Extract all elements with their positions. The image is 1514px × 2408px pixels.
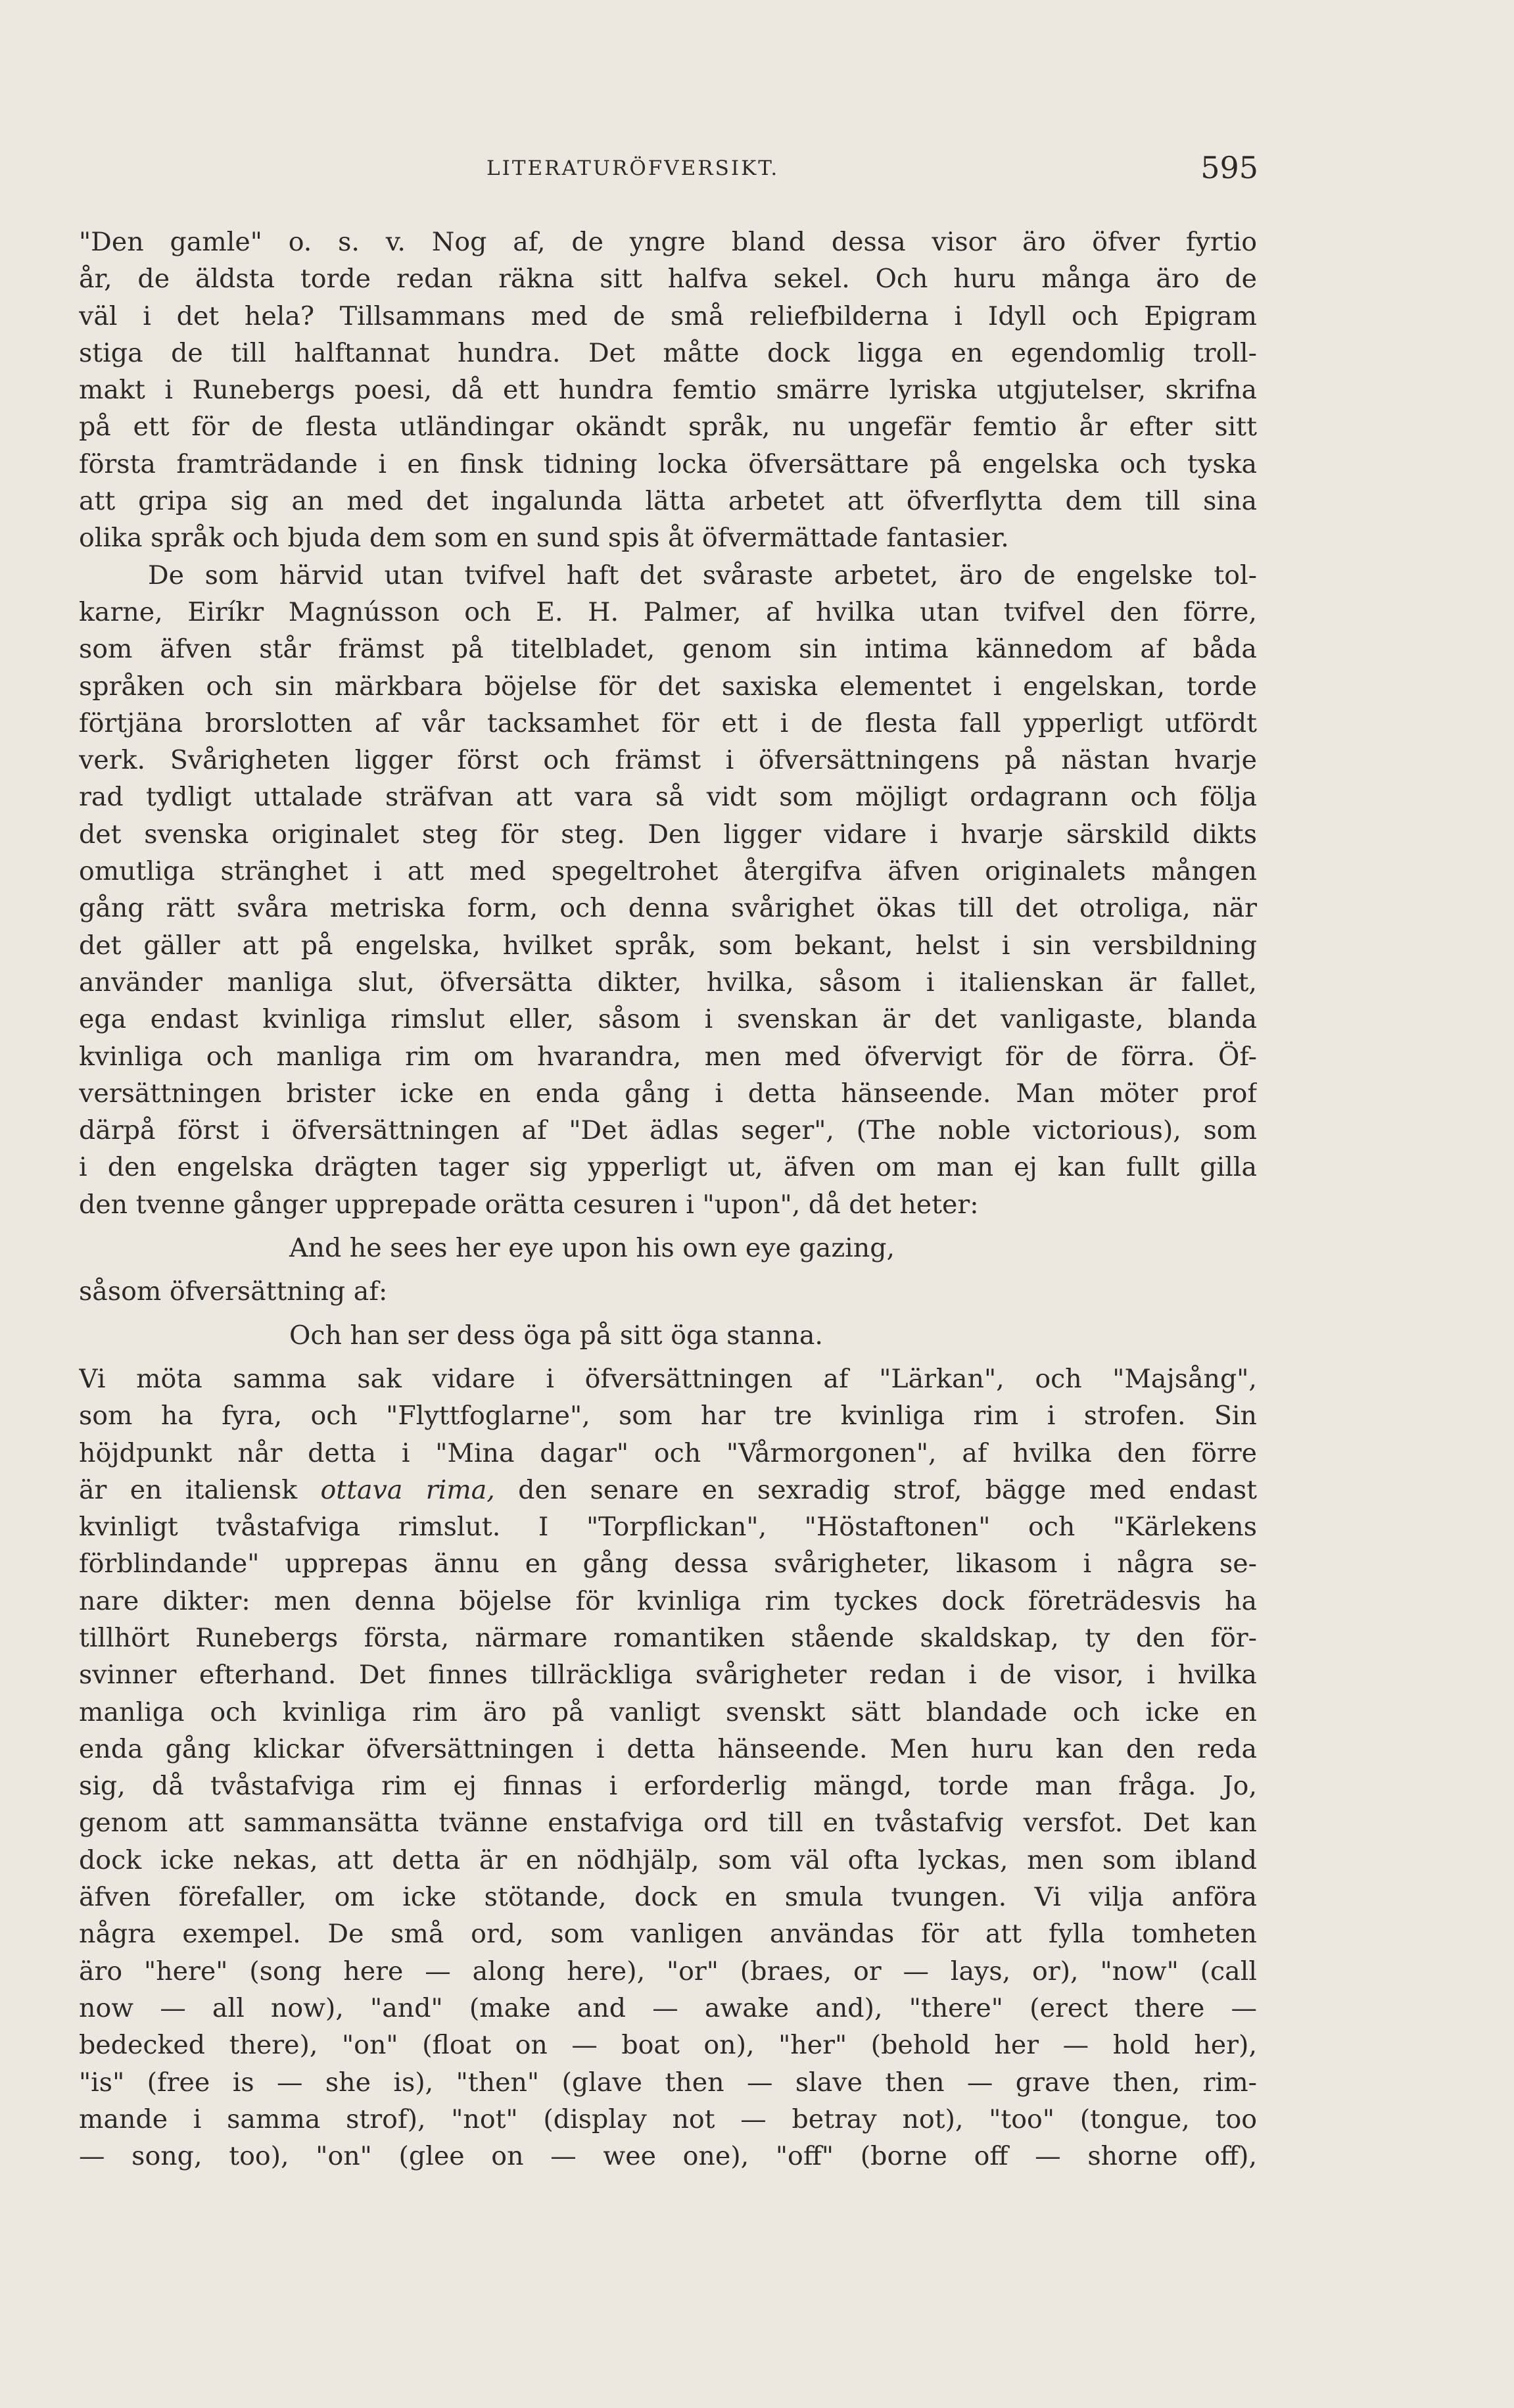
text-line: äro "here" (song here — along here), "or" (braes, or — lays, or), "now" (call <box>79 1956 1257 1987</box>
text-line: gång rätt svåra metriska form, och denna svårighet ökas till det otroliga, när <box>79 893 1257 924</box>
text-line: på ett för de flesta utländingar okändt språk, nu ungefär femtio år efter sitt <box>79 412 1257 443</box>
page-number: 595 <box>1200 150 1258 185</box>
text-line: enda gång klickar öfversättningen i detta hänseende. Men huru kan den reda <box>79 1733 1257 1764</box>
text-line: genom att sammansätta tvänne enstafviga ord till en tvåstafvig versfot. Det kan <box>79 1808 1257 1839</box>
text-line: den tvenne gånger upprepade orätta cesuren i "upon", då det heter: <box>79 1189 979 1220</box>
text-line: verk. Svårigheten ligger först och främst i öfversättningens på nästan hvarje <box>79 745 1257 776</box>
text-line: olika språk och bjuda dem som en sund spis åt öfvermättade fantasier. <box>79 523 1009 554</box>
page-header <box>79 150 1262 189</box>
text-line: några exempel. De små ord, som vanligen användas för att fylla tomheten <box>79 1919 1257 1950</box>
connector-text: såsom öfversättning af: <box>79 1276 388 1307</box>
text-line: därpå först i öfversättningen af "Det ädlas seger", (The noble victorious), som <box>79 1115 1257 1146</box>
text-line: höjdpunkt når detta i "Mina dagar" och "Vårmorgonen", af hvilka den förre <box>79 1437 1257 1468</box>
text-line: förblindande" upprepas ännu en gång dessa svårigheter, likasom i några se- <box>79 1549 1257 1579</box>
text-line: De som härvid utan tvifvel haft det svåraste arbetet, äro de engelske tol- <box>148 560 1257 590</box>
text-line: now — all now), "and" (make and — awake and), "there" (erect there — <box>79 1992 1257 2023</box>
text-line: versättningen brister icke en enda gång i detta hänseende. Man möter prof <box>79 1078 1257 1109</box>
text-line: — song, too), "on" (glee on — wee one), "off" (borne off — shorne off), <box>79 2141 1257 2172</box>
running-head: LITERATURÖFVERSIKT. <box>486 157 780 180</box>
text-line: Vi möta samma sak vidare i öfversättningen af "Lärkan", och "Majsång", <box>79 1363 1257 1394</box>
text-line: språken och sin märkbara böjelse för det saxiska elementet i engelskan, torde <box>79 671 1257 702</box>
text-line: år, de äldsta torde redan räkna sitt halfva sekel. Och huru många äro de <box>79 264 1257 295</box>
paragraph-3 <box>79 1361 1257 2175</box>
text-line: "is" (free is — she is), "then" (glave then — slave then — grave then, rim- <box>79 2067 1257 2098</box>
text-line: stiga de till halftannat hundra. Det måtte dock ligga en egendomlig troll- <box>79 337 1257 368</box>
text-line: karne, Eiríkr Magnússon och E. H. Palmer, af hvilka utan tvifvel den förre, <box>79 596 1257 627</box>
text-line: förtjäna brorslotten af vår tacksamhet för ett i de flesta fall ypperligt utfördt <box>79 708 1257 738</box>
text-line: "Den gamle" o. s. v. Nog af, de yngre bland dessa visor äro öfver fyrtio <box>79 227 1257 257</box>
text-segment: den senare en sexradig strof, bägge med endast <box>494 1474 1257 1505</box>
text-line: kvinliga och manliga rim om hvarandra, men med öfvervigt för de förra. Öf- <box>79 1041 1257 1072</box>
verse-quote-english: And he sees her eye upon his own eye gazing, <box>289 1233 895 1264</box>
text-line: använder manliga slut, öfversätta dikter, hvilka, såsom i italienskan är fallet, <box>79 967 1257 998</box>
text-line: bedecked there), "on" (float on — boat on), "her" (behold her — hold her), <box>79 2030 1257 2061</box>
text-line: det svenska originalet steg för steg. Den ligger vidare i hvarje särskild dikts <box>79 819 1257 850</box>
text-line: väl i det hela? Tillsammans med de små reliefbilderna i Idyll och Epigram <box>79 301 1257 331</box>
text-line: manliga och kvinliga rim äro på vanligt svenskt sätt blandade och icke en <box>79 1697 1257 1727</box>
text-line: ega endast kvinliga rimslut eller, såsom i svenskan är det vanligaste, blanda <box>79 1004 1257 1035</box>
text-line: dock icke nekas, att detta är en nödhjälp, som väl ofta lyckas, men som ibland <box>79 1844 1257 1875</box>
body-text <box>79 224 1257 2175</box>
text-line <box>79 1472 1257 1508</box>
text-segment: är en italiensk <box>79 1474 321 1505</box>
text-line: makt i Runebergs poesi, då ett hundra femtio smärre lyriska utgjutelser, skrifna <box>79 375 1257 406</box>
text-line: som ha fyra, och "Flyttfoglarne", som har tre kvinliga rim i strofen. Sin <box>79 1401 1257 1432</box>
text-line: svinner efterhand. Det finnes tillräckliga svårigheter redan i de visor, i hvilka <box>79 1660 1257 1691</box>
verse-quote-swedish: Och han ser dess öga på sitt öga stanna. <box>289 1320 823 1351</box>
text-line: mande i samma strof), "not" (display not — betray not), "too" (tongue, too <box>79 2104 1257 2134</box>
text-line: nare dikter: men denna böjelse för kvinliga rim tyckes dock företrädesvis ha <box>79 1585 1257 1616</box>
italic-term: ottava rima, <box>320 1474 495 1505</box>
text-line: det gäller att på engelska, hvilket språk, som bekant, helst i sin versbildning <box>79 930 1257 961</box>
text-line: som äfven står främst på titelbladet, genom sin intima kännedom af båda <box>79 634 1257 665</box>
text-line: tillhört Runebergs första, närmare romantiken stående skaldskap, ty den för- <box>79 1622 1257 1653</box>
text-line: kvinligt tvåstafviga rimslut. I "Torpflickan", "Höstaftonen" och "Kärlekens <box>79 1512 1257 1543</box>
text-line: omutliga stränghet i att med spegeltrohet återgifva äfven originalets mången <box>79 856 1257 887</box>
paragraph-2 <box>79 557 1257 1223</box>
text-line: första framträdande i en finsk tidning locka öfversättare på engelska och tyska <box>79 448 1257 479</box>
text-line: i den engelska drägten tager sig ypperligt ut, äfven om man ej kan fullt gilla <box>79 1152 1257 1183</box>
text-line: rad tydligt uttalade sträfvan att vara så vidt som möjligt ordagrann och följa <box>79 782 1257 813</box>
text-line: sig, då tvåstafviga rim ej finnas i erforderlig mängd, torde man fråga. Jo, <box>79 1771 1257 1802</box>
text-line: att gripa sig an med det ingalunda lätta arbetet att öfverflytta dem till sina <box>79 486 1257 517</box>
paragraph-1 <box>79 224 1257 557</box>
text-line: äfven förefaller, om icke stötande, dock en smula tvungen. Vi vilja anföra <box>79 1882 1257 1913</box>
